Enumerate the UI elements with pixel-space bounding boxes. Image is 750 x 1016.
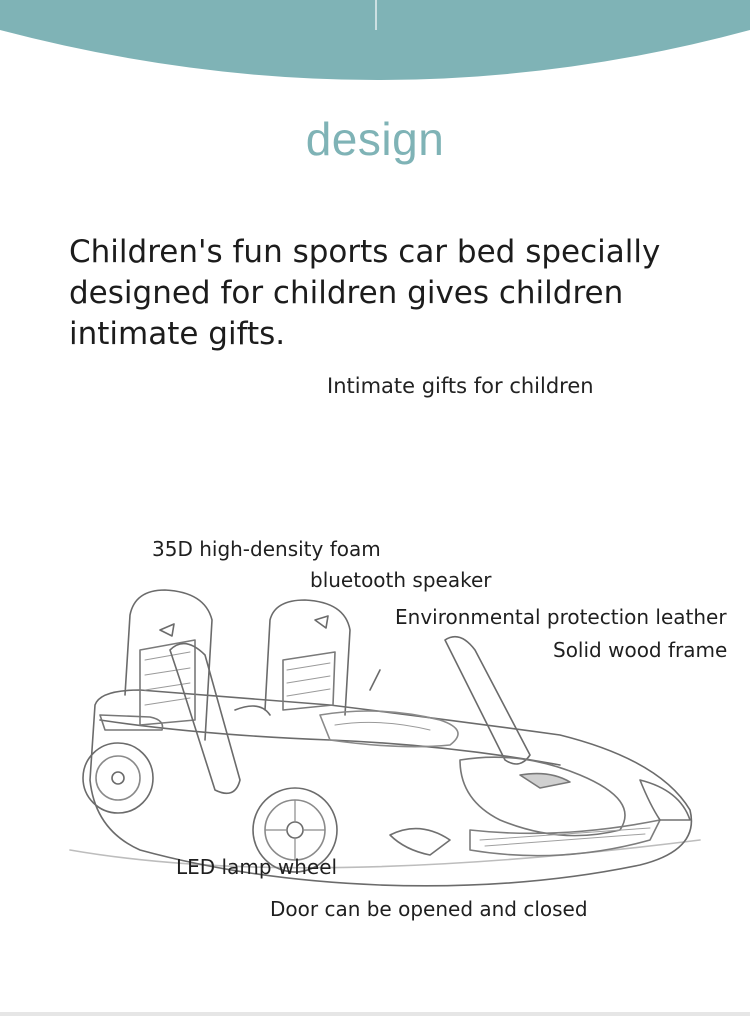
feature-leather-label: Environmental protection leather <box>395 605 727 629</box>
subtitle: Intimate gifts for children <box>327 374 594 398</box>
page-title: design <box>305 113 445 165</box>
feature-wheel-label: LED lamp wheel <box>176 855 338 879</box>
feature-frame-label: Solid wood frame <box>553 638 728 662</box>
bottom-divider <box>0 1012 750 1016</box>
feature-speaker-label: bluetooth speaker <box>310 568 492 592</box>
feature-foam-label: 35D high-density foam <box>152 537 381 561</box>
feature-door-label: Door can be opened and closed <box>270 897 588 921</box>
intro-text: Children's fun sports car bed specially designed for children gives children intimate gifts. <box>69 234 661 352</box>
top-arc-banner <box>0 0 750 90</box>
